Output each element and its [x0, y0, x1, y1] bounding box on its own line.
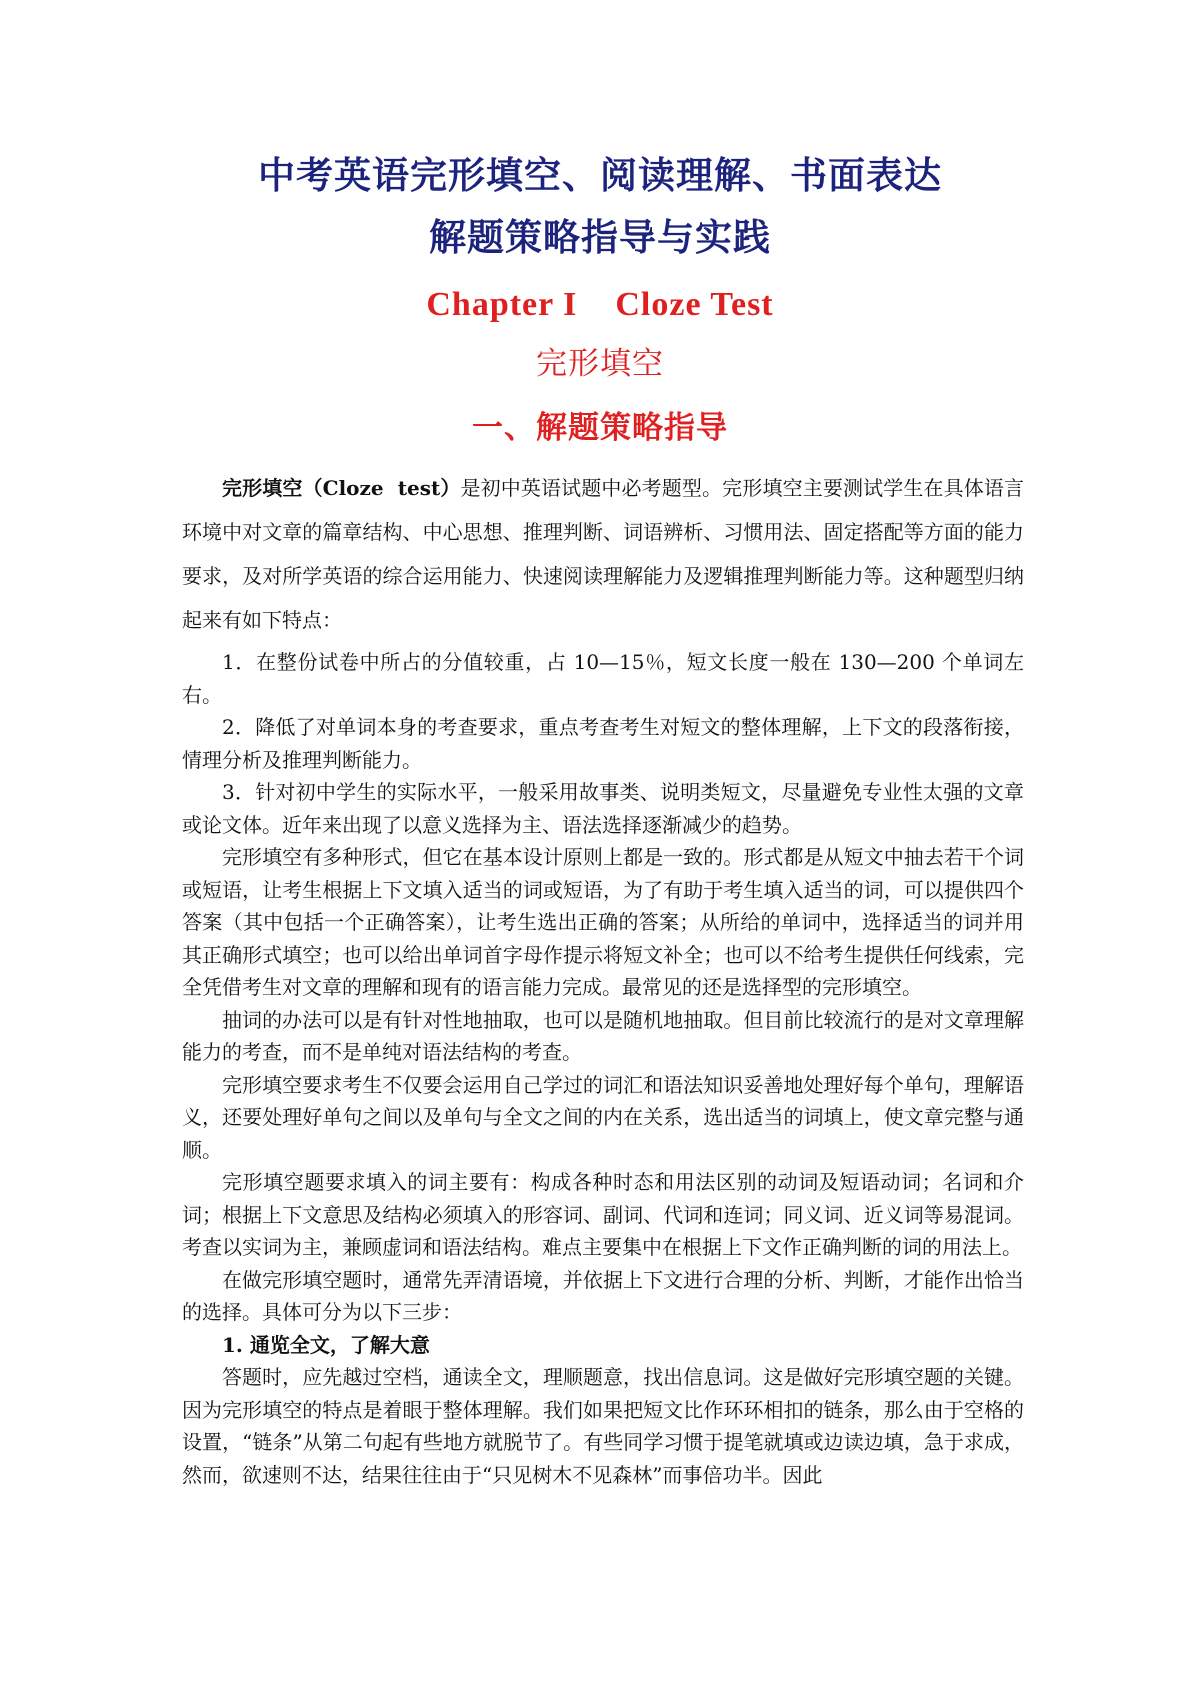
paragraph-steps-intro: 在做完形填空题时，通常先弄清语境，并依据上下文进行合理的分析、判断，才能作出恰当的选择。具体可分为以下三步： [182, 1267, 1024, 1324]
paragraph-requirements: 完形填空要求考生不仅要会运用自己学过的词汇和语法知识妥善地处理好每个单句，理解语义，还要处理好单句之间以及单句与全文之间的内在关系，选出适当的词填上，使文章完整与通顺。 [182, 1072, 1024, 1162]
section-heading: 一、解题策略指导 [472, 410, 728, 446]
point-3: 3．针对初中学生的实际水平，一般采用故事类、说明类短文，尽量避免专业性太强的文章或论文体。近年来出现了以意义选择为主、语法选择逐渐减少的趋势。 [182, 780, 1024, 837]
title-line-2: 解题策略指导与实践 [429, 215, 771, 259]
step-1-text: 答题时，应先越过空档，通读全文，理顺题意，找出信息词。这是做好完形填空题的关键。因为完形填空的特点是着眼于整体理解。我们如果把短文比作环环相扣的链条，那么由于空格的设置，“链条”从第二句起有些地方就脱节了。有些同学习惯于提笔就填或边读边填，急于求成，然而，欲速则不达，结果往往由于“只见树木不见森林”而事倍功半。因此 [182, 1365, 1024, 1487]
intro-bold-lead: 完形填空（Cloze test） [222, 476, 461, 500]
body-text [182, 466, 1024, 1491]
title-line-1: 中考英语完形填空、阅读理解、书面表达 [258, 153, 942, 197]
paragraph-word-types: 完形填空题要求填入的词主要有：构成各种时态和用法区别的动词及短语动词；名词和介词；根据上下文意思及结构必须填入的形容词、副词、代词和连词；同义词、近义词等易混词。考查以实词为主，兼顾虚词和语法结构。难点主要集中在根据上下文作正确判断的词的用法上。 [182, 1170, 1024, 1259]
chapter-heading: Chapter I Cloze Test [426, 286, 774, 323]
paragraph-forms: 完形填空有多种形式，但它在基本设计原则上都是一致的。形式都是从短文中抽去若干个词或短语，让考生根据上下文填入适当的词或短语，为了有助于考生填入适当的词，可以提供四个答案（其中包括一个正确答案），让考生选出正确的答案；从所给的单词中，选择适当的词并用其正确形式填空；也可以给出单词首字母作提示将短文补全；也可以不给考生提供任何线索，完全凭借考生对文章的理解和现有的语言能力完成。最常见的还是选择型的完形填空。 [182, 845, 1024, 999]
intro-paragraph [182, 466, 1024, 642]
point-1: 1．在整份试卷中所占的分值较重，占 10—15％，短文长度一般在 130—200 个单词左右。 [182, 650, 1024, 707]
step-1-heading: 1. 通览全文，了解大意 [222, 1332, 430, 1357]
point-2: 2．降低了对单词本身的考查要求，重点考查考生对短文的整体理解，上下文的段落衔接，情理分析及推理判断能力。 [182, 715, 1024, 772]
chapter-subtitle: 完形填空 [536, 346, 664, 382]
paragraph-extraction: 抽词的办法可以是有针对性地抽取，也可以是随机地抽取。但目前比较流行的是对文章理解能力的考查，而不是单纯对语法结构的考查。 [182, 1007, 1024, 1064]
intro-text: 是初中英语试题中必考题型。完形填空主要测试学生在具体语言环境中对文章的篇章结构、中心思想、推理判断、词语辨析、习惯用法、固定搭配等方面的能力要求，及对所学英语的综合运用能力、快速阅读理解能力及逻辑推理判断能力等。这种题型归纳起来有如下特点： [182, 476, 1025, 632]
